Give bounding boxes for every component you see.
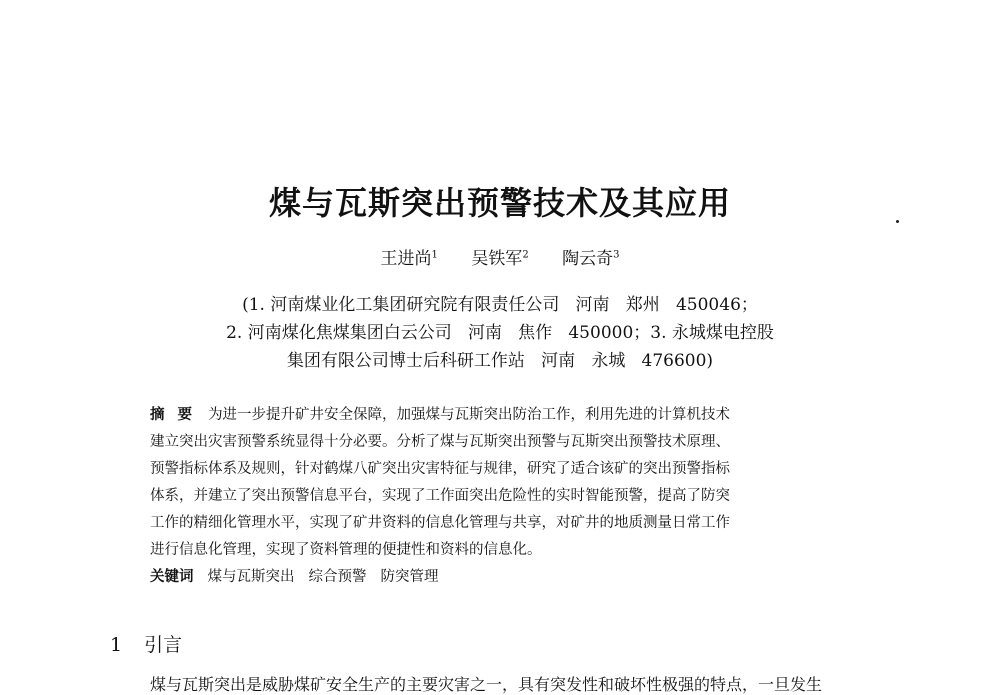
keyword: 煤与瓦斯突出 — [207, 569, 295, 585]
keyword: 防突管理 — [380, 569, 439, 585]
keyword: 综合预警 — [308, 569, 367, 585]
keywords — [150, 564, 870, 591]
keywords-label: 关键词 — [150, 569, 194, 585]
section-number: 1 — [110, 634, 123, 656]
author: 吴铁军$^2$ — [471, 249, 529, 269]
abstract-line: 建立突出灾害预警系统显得十分必要。分析了煤与瓦斯突出预警与瓦斯突出预警技术原理、 — [150, 434, 730, 450]
author: 陶云奇$^3$ — [562, 249, 620, 269]
abstract-label: 摘 要 — [150, 407, 197, 423]
abstract-line: 预警指标体系及规则，针对鹤煤八矿突出灾害特征与规律，研究了适合该矿的突出预警指标 — [150, 461, 730, 477]
abstract-line: 进行信息化管理，实现了资料管理的便捷性和资料的信息化。 — [150, 542, 542, 558]
affiliation-line: 集团有限公司博士后科研工作站 河南 永城 476600) — [286, 351, 714, 371]
section-heading — [110, 630, 182, 657]
abstract-line: 体系，并建立了突出预警信息平台，实现了工作面突出危险性的实时智能预警，提高了防突 — [150, 488, 730, 504]
author: 王进尚$^1$ — [380, 249, 438, 269]
abstract-line: 摘 要 为进一步提升矿井安全保障，加强煤与瓦斯突出防治工作，利用先进的计算机技术 — [150, 407, 731, 423]
scan-speck — [896, 220, 899, 223]
abstract — [150, 402, 870, 591]
abstract-line: 工作的精细化管理水平，实现了矿井资料的信息化管理与共享，对矿井的地质测量日常工作 — [150, 515, 730, 531]
section-title: 引言 — [144, 634, 183, 656]
affiliation-line: (1. 河南煤业化工集团研究院有限责任公司 河南 郑州 450046； — [242, 295, 758, 315]
author-list — [0, 244, 1000, 269]
affiliation-line: 2. 河南煤化焦煤集团白云公司 河南 焦作 450000；3. 永城煤电控股 — [226, 323, 774, 343]
body-text-line: 煤与瓦斯突出是威胁煤矿安全生产的主要灾害之一，具有突发性和破坏性极强的特点，一旦发生 — [150, 675, 823, 694]
paper-title: 煤与瓦斯突出预警技术及其应用 — [268, 184, 731, 222]
